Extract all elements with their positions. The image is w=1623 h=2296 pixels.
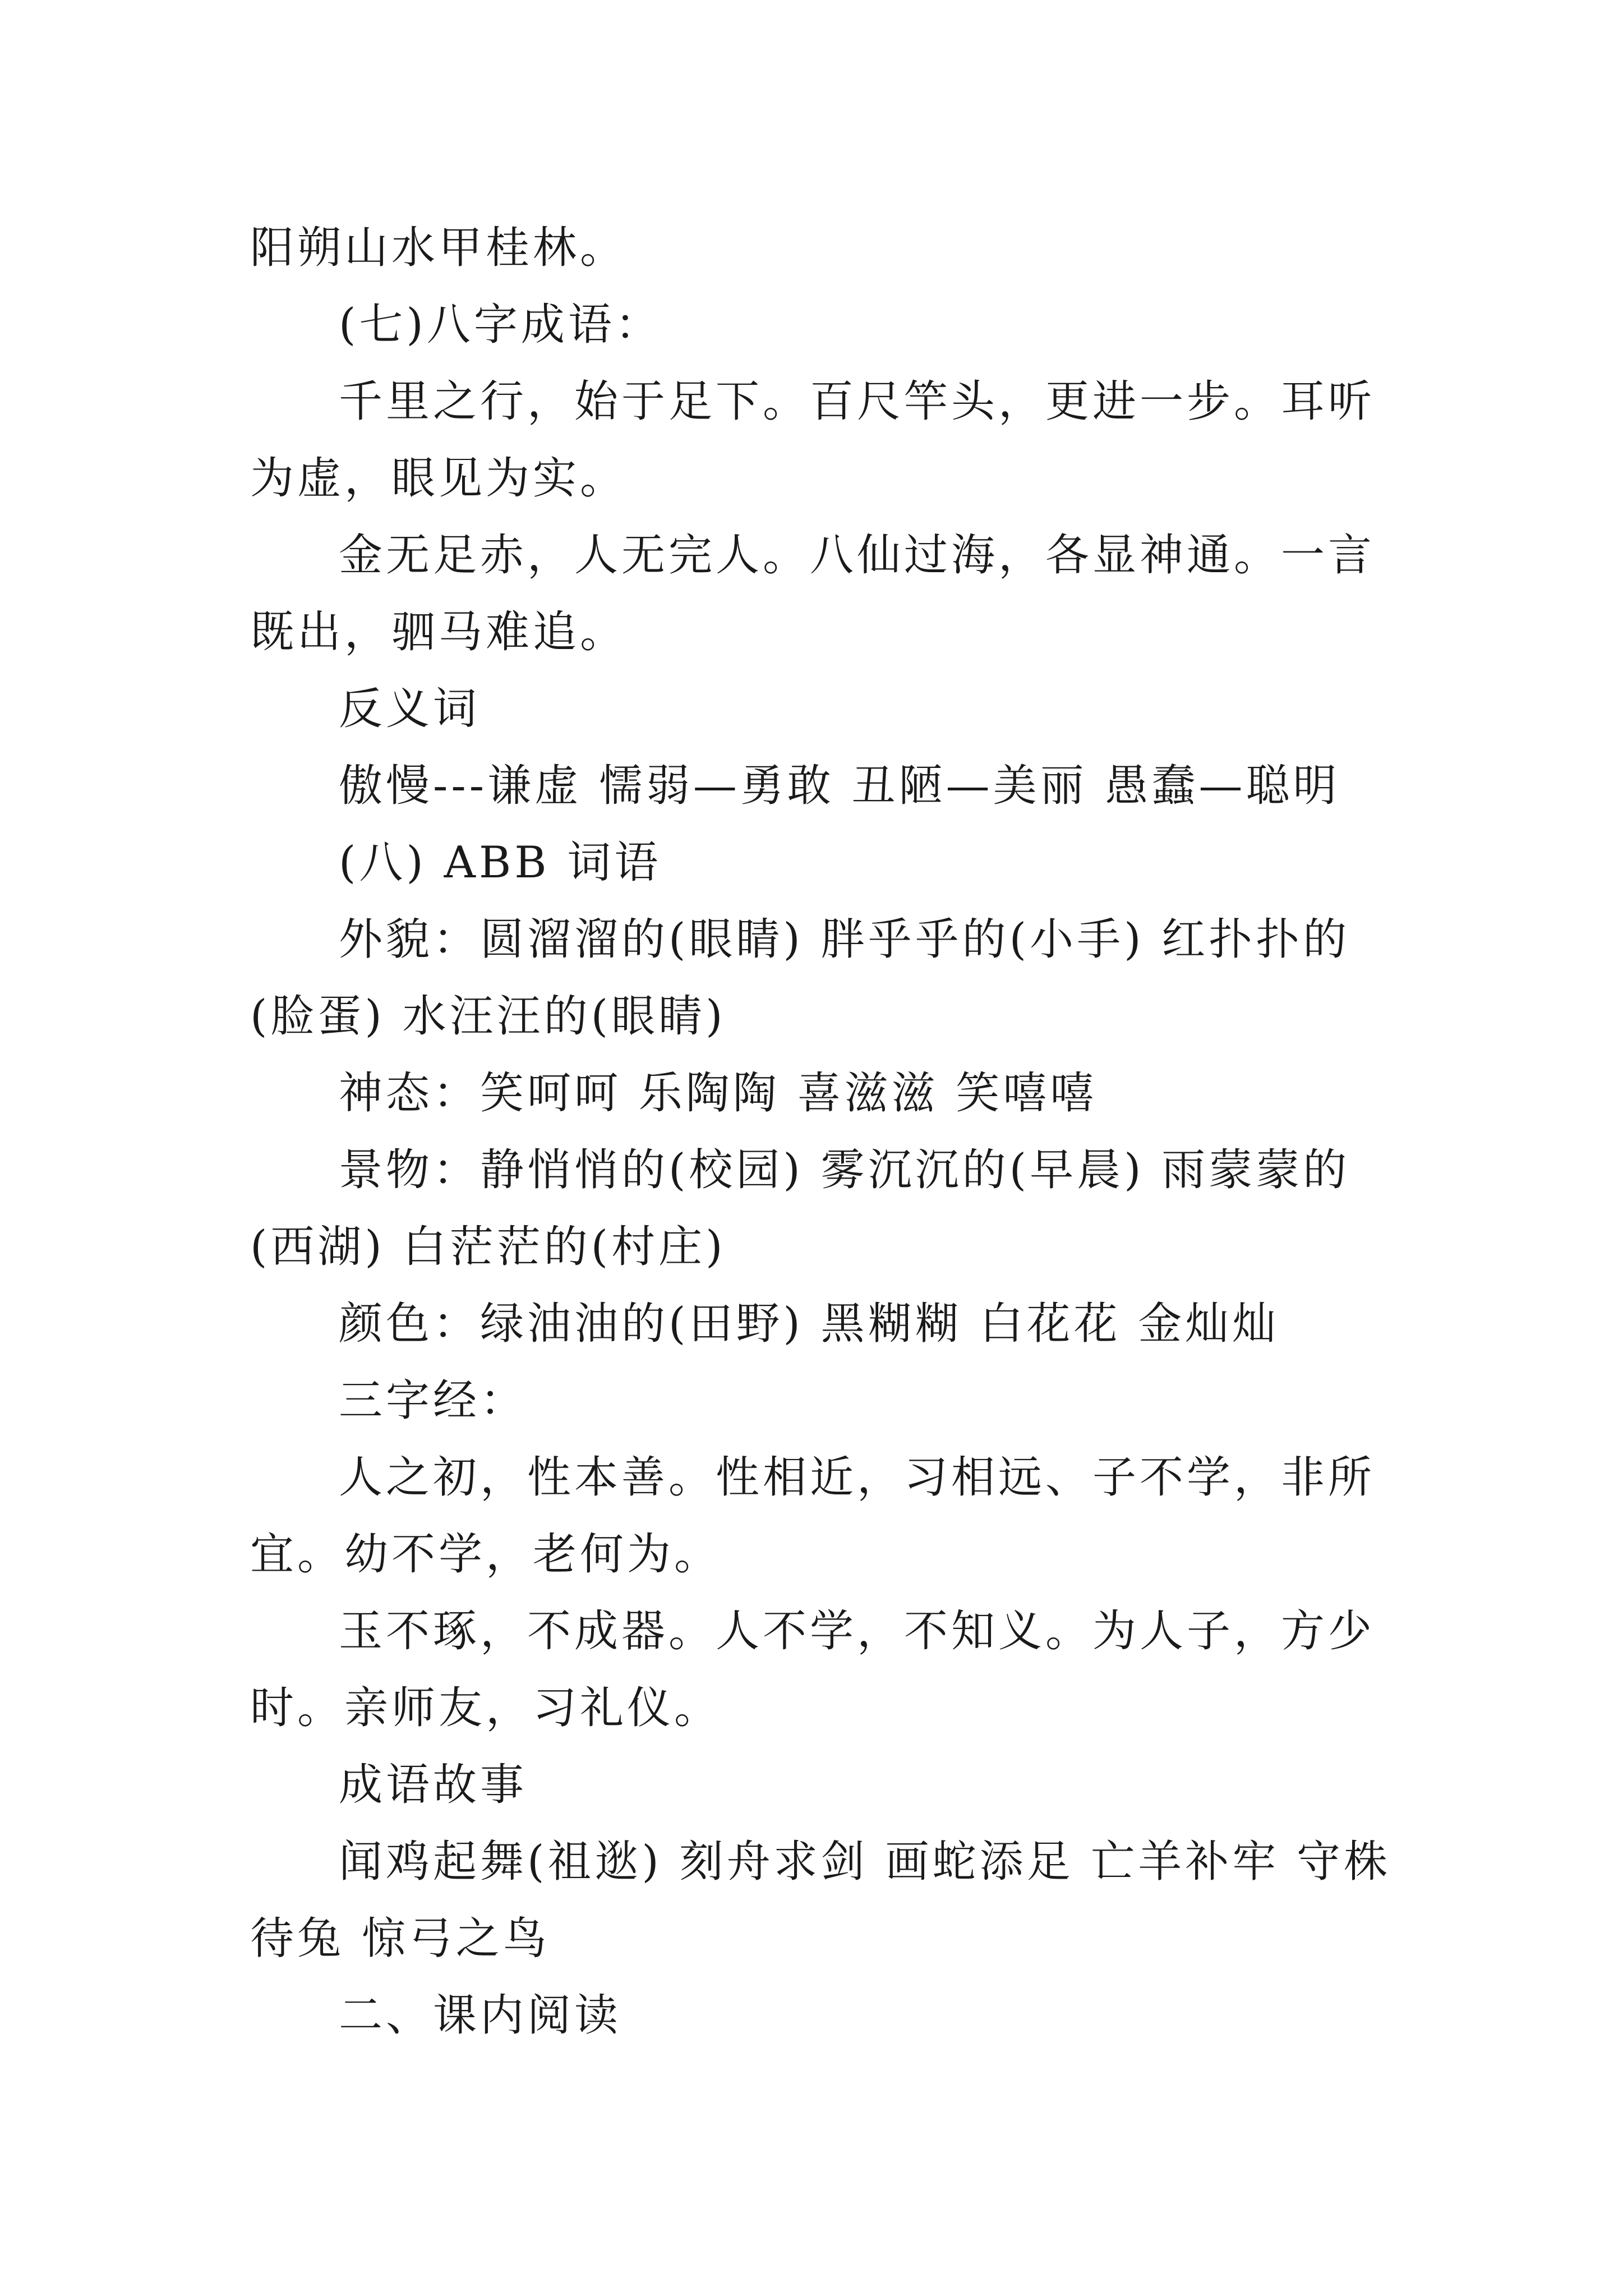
section-heading-in-class-reading: 二、课内阅读: [339, 1990, 622, 2041]
section-heading-abb-words: (八) ABB 词语: [339, 838, 662, 888]
paragraph-idioms-1: 千里之行，始于足下。百尺竿头，更进一步。耳听为虚，眼见为实。: [250, 376, 1376, 504]
section-heading-idiom-stories: 成语故事: [339, 1760, 528, 1810]
paragraph-idiom-stories: 闻鸡起舞(祖逖) 刻舟求剑 画蛇添足 亡羊补牢 守株待兔 惊弓之鸟: [250, 1837, 1391, 1964]
paragraph-appearance: 外貌：圆溜溜的(眼睛) 胖乎乎的(小手) 红扑扑的(脸蛋) 水汪汪的(眼睛): [250, 914, 1350, 1042]
paragraph-antonyms: 傲慢---谦虚 懦弱—勇敢 丑陋—美丽 愚蠢—聪明: [339, 761, 1340, 811]
paragraph-1: 阳朔山水甲桂林。: [250, 223, 628, 273]
section-heading-three-character-classic: 三字经：: [339, 1375, 528, 1426]
paragraph-colors: 颜色：绿油油的(田野) 黑糊糊 白花花 金灿灿: [339, 1299, 1280, 1349]
paragraph-expression: 神态：笑呵呵 乐陶陶 喜滋滋 笑嘻嘻: [339, 1068, 1098, 1119]
paragraph-idioms-2: 金无足赤，人无完人。八仙过海，各显神通。一言既出，驷马难追。: [250, 530, 1376, 657]
document-body: [250, 210, 1400, 2054]
paragraph-classic-2: 玉不琢，不成器。人不学，不知义。为人子，方少时。亲师友，习礼仪。: [250, 1606, 1376, 1733]
paragraph-scenery: 景物：静悄悄的(校园) 雾沉沉的(早晨) 雨蒙蒙的(西湖) 白茫茫的(村庄): [250, 1145, 1350, 1272]
section-heading-eight-char-idioms: (七)八字成语：: [339, 300, 662, 350]
section-heading-antonyms: 反义词: [339, 684, 481, 734]
paragraph-classic-1: 人之初，性本善。性相近，习相远、子不学，非所宜。幼不学，老何为。: [250, 1452, 1376, 1580]
